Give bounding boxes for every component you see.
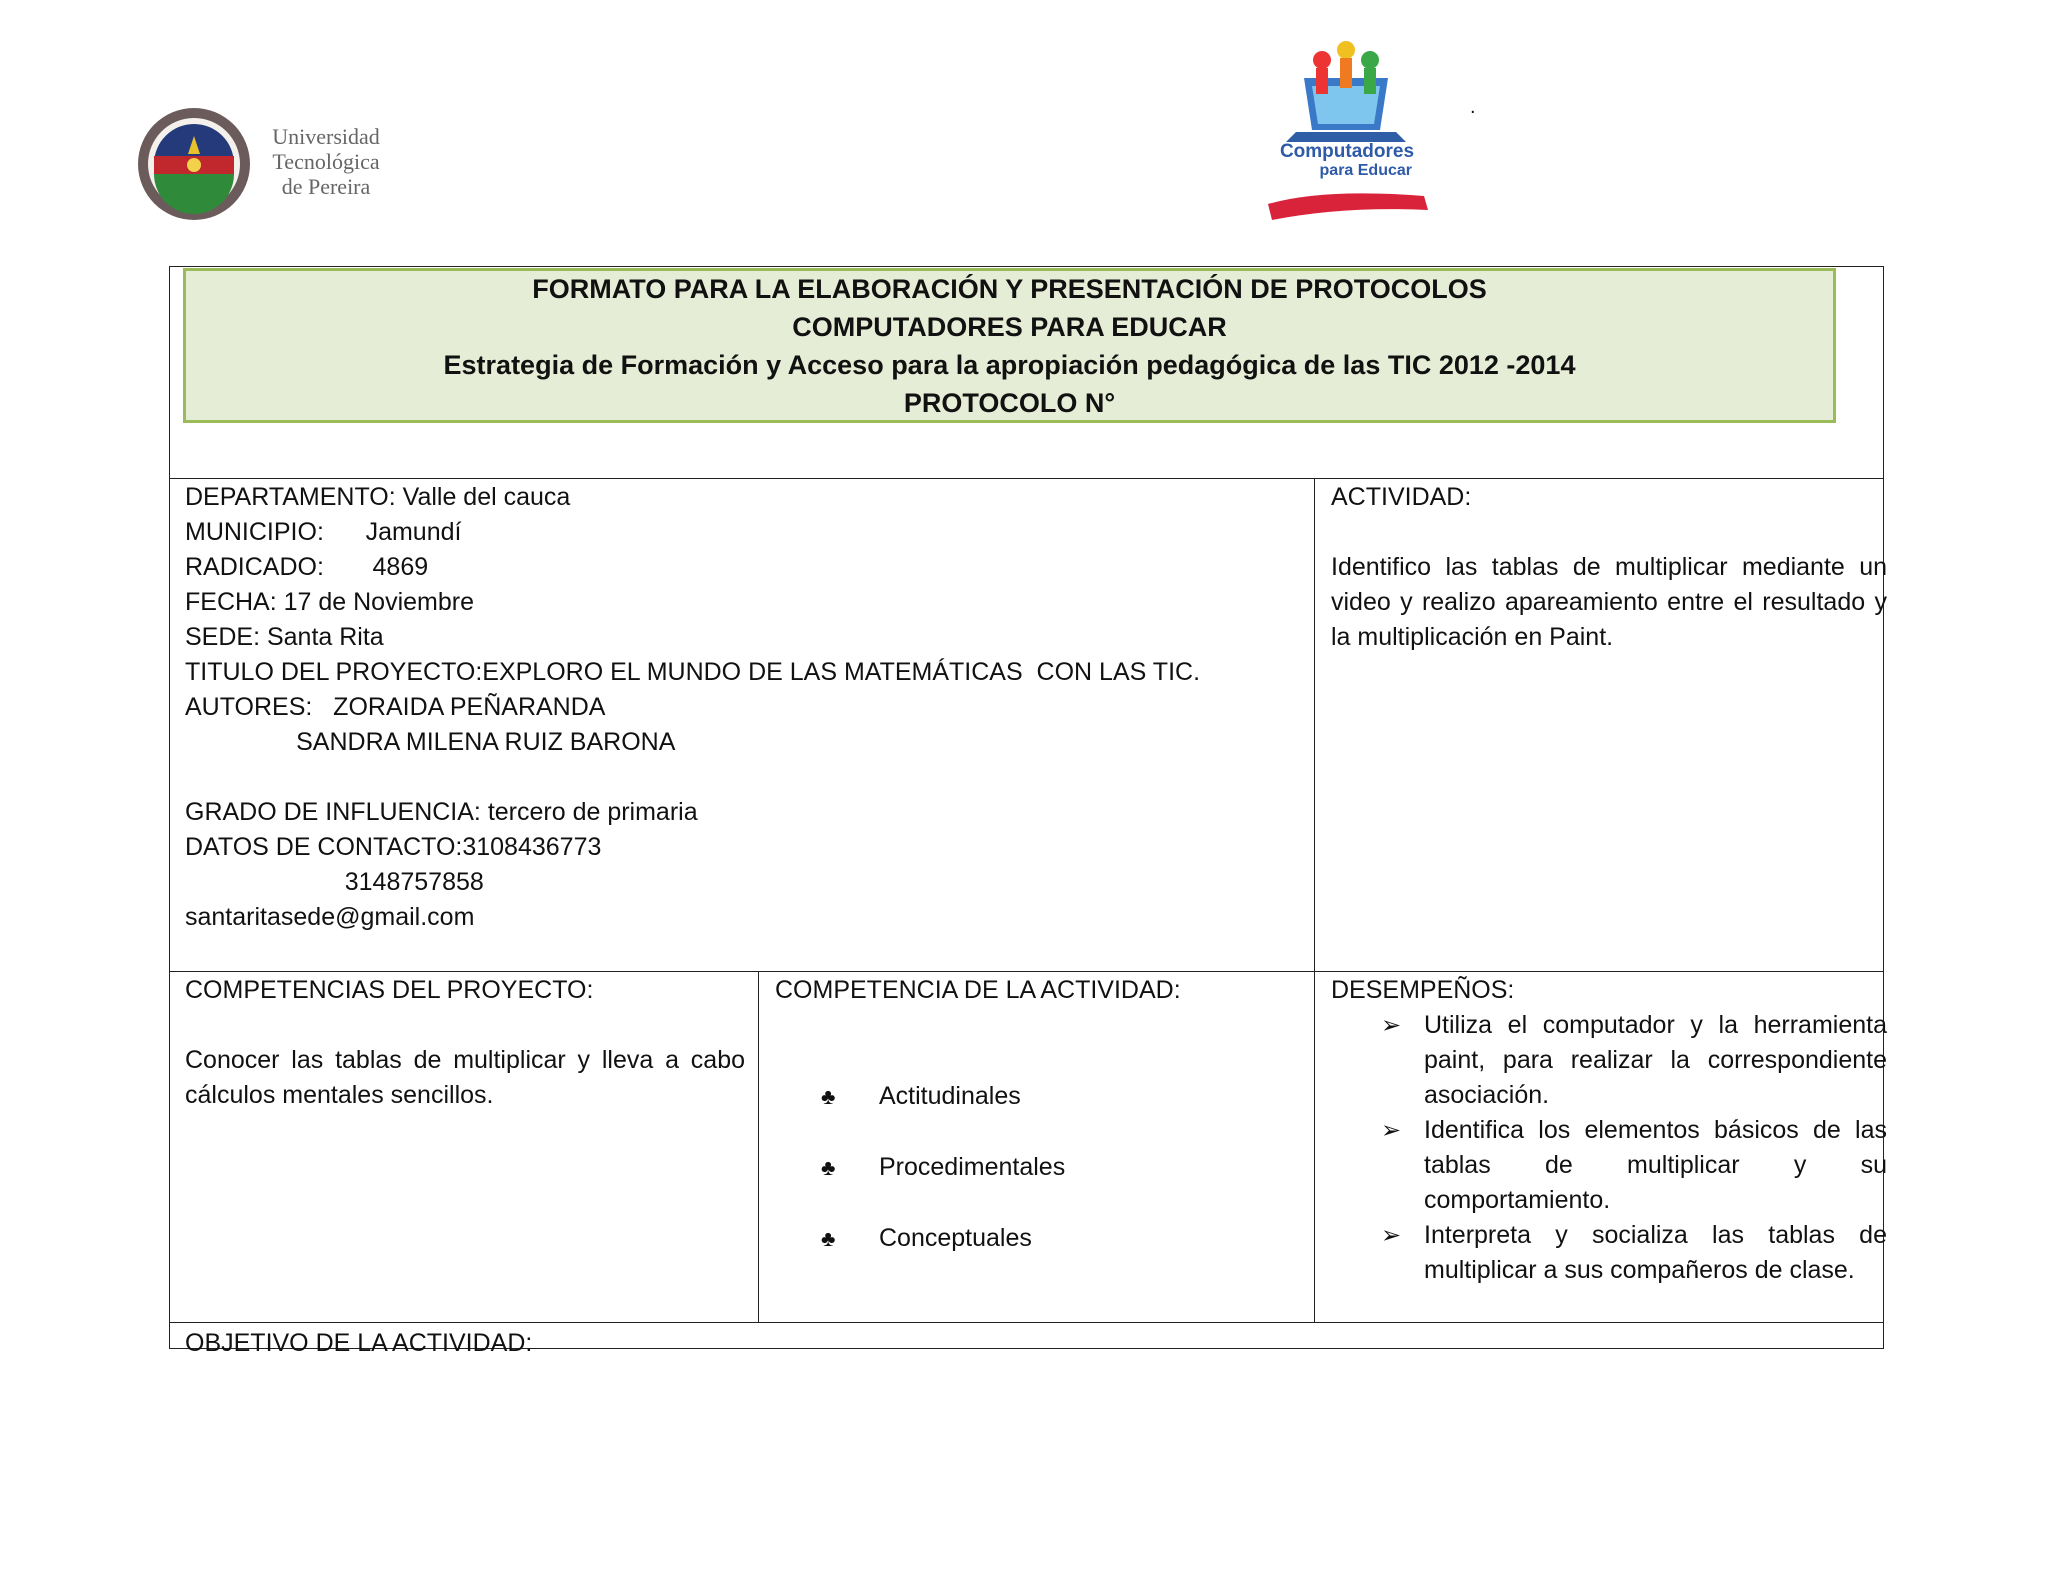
col-divider xyxy=(1314,478,1315,1323)
project-competencies-label: COMPETENCIAS DEL PROYECTO: xyxy=(185,976,594,1004)
project-info-cell xyxy=(185,480,1295,935)
project-competencies-text: Conocer las tablas de multiplicar y lleva a cabo cálculos mentales sencillos. xyxy=(185,1046,745,1109)
competency-list xyxy=(775,1079,1305,1292)
info-autores: AUTORES: ZORAIDA PEÑARANDA xyxy=(185,693,606,721)
top-dot: . xyxy=(1470,96,1476,118)
row-divider xyxy=(169,1322,1884,1323)
info-fecha: FECHA: 17 de Noviembre xyxy=(185,588,475,616)
club-bullet-icon: ♣ xyxy=(821,1084,836,1109)
activity-competency-label: COMPETENCIA DE LA ACTIVIDAD: xyxy=(775,976,1181,1004)
club-bullet-icon: ♣ xyxy=(821,1155,836,1180)
header-title: FORMATO PARA LA ELABORACIÓN Y PRESENTACIÓN DE PROTOCOLOS xyxy=(532,273,1487,304)
arrow-bullet-icon: ➢ xyxy=(1381,1012,1402,1039)
activity-cell xyxy=(1331,480,1887,655)
utp-logo xyxy=(136,106,396,222)
info-contacto-2: 3148757858 xyxy=(185,868,484,896)
info-grado: GRADO DE INFLUENCIA: tercero de primaria xyxy=(185,798,698,826)
computadores-para-educar-logo xyxy=(1262,38,1452,224)
info-email: santaritasede@gmail.com xyxy=(185,903,475,931)
performance-list xyxy=(1331,1008,1887,1288)
info-titulo: TITULO DEL PROYECTO:EXPLORO EL MUNDO DE LAS MATEMÁTICAS CON LAS TIC. xyxy=(185,658,1201,686)
info-municipio: MUNICIPIO: Jamundí xyxy=(185,518,462,546)
row-divider xyxy=(169,478,1884,479)
project-competencies-cell xyxy=(185,973,745,1113)
info-sede: SEDE: Santa Rita xyxy=(185,623,384,651)
list-item: ♣ Procedimentales xyxy=(775,1150,1305,1221)
utp-wordmark: Universidad Tecnológica de Pereira xyxy=(272,124,380,199)
header-strategy: Estrategia de Formación y Acceso para la apropiación pedagógica de las TIC 2012 -2014 xyxy=(443,349,1576,380)
utp-seal-icon xyxy=(136,106,252,222)
arrow-bullet-icon: ➢ xyxy=(1381,1222,1402,1249)
document-header xyxy=(183,268,1836,423)
cpe-wordmark: Computadores xyxy=(1279,141,1415,162)
header-program: COMPUTADORES PARA EDUCAR xyxy=(792,311,1227,342)
info-departamento: DEPARTAMENTO: Valle del cauca xyxy=(185,483,571,511)
objective-cell xyxy=(185,1326,1865,1361)
list-item: ➢ Utiliza el computador y la herramienta paint, para realizar la correspondiente asociación. xyxy=(1331,1008,1887,1113)
info-contacto: DATOS DE CONTACTO:3108436773 xyxy=(185,833,602,861)
cpe-sub-wordmark: para Educar xyxy=(1319,162,1412,179)
performance-label: DESEMPEÑOS: xyxy=(1331,976,1515,1004)
list-item: ➢ Identifica los elementos básicos de las tablas de multiplicar y su comportamiento. xyxy=(1331,1113,1887,1218)
objective-label: OBJETIVO DE LA ACTIVIDAD: xyxy=(185,1329,533,1357)
col-divider xyxy=(758,971,759,1323)
info-autores-2: SANDRA MILENA RUIZ BARONA xyxy=(185,728,676,756)
arrow-bullet-icon: ➢ xyxy=(1381,1117,1402,1144)
red-slogan-ribbon xyxy=(1264,184,1434,224)
activity-competency-cell xyxy=(775,973,1305,1292)
activity-label: ACTIVIDAD: xyxy=(1331,483,1472,511)
header-protocol-number: PROTOCOLO N° xyxy=(903,387,1116,418)
performance-cell xyxy=(1331,973,1887,1288)
activity-text: Identifico las tablas de multiplicar mediante un video y realizo apareamiento entre el resultado y la multiplicación en Paint. xyxy=(1331,553,1887,651)
children-laptop-icon xyxy=(1256,38,1446,142)
club-bullet-icon: ♣ xyxy=(821,1226,836,1251)
list-item: ♣ Actitudinales xyxy=(775,1079,1305,1150)
info-spacer xyxy=(185,760,1295,795)
info-radicado: RADICADO: 4869 xyxy=(185,553,429,581)
row-divider xyxy=(169,971,1884,972)
list-item: ➢ Interpreta y socializa las tablas de multiplicar a sus compañeros de clase. xyxy=(1331,1218,1887,1288)
list-item: ♣ Conceptuales xyxy=(775,1221,1305,1292)
